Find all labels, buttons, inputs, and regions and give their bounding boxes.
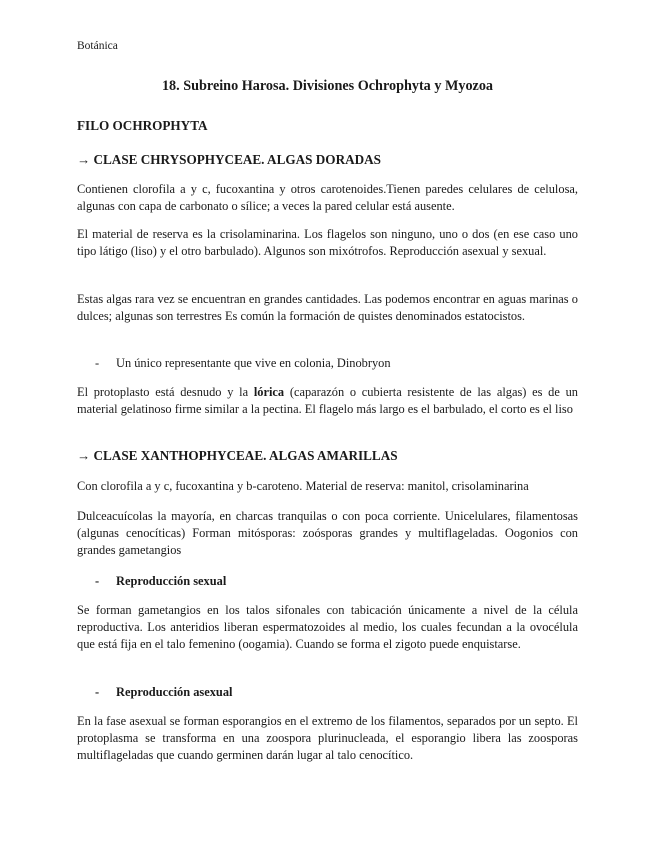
paragraph-text: El protoplasto está desnudo y la xyxy=(77,385,254,399)
paragraph-text: (caparazón o cubierta resistente de las algas) es de un material gelatinoso firme similar a la pectina. El flagelo más largo es el barbulado, el corto es el liso xyxy=(77,385,578,416)
xanthophyceae-paragraph-1: Con clorofila a y c, fucoxantina y b-caroteno. Material de reserva: manitol, crisolaminarina xyxy=(77,479,529,493)
sexual-reproduction-paragraph: Se forman gametangios en los talos sifonales con tabicación únicamente a nivel de la célula reproductiva. Los anteridios liberan espermatozoides al medio, los cuales fecundan a la ovocélula que está fija en el talo femenino (oogamia). Cuando se forma el zigoto puede enquistarse. xyxy=(77,603,578,651)
chrysophyceae-bullet xyxy=(95,355,391,372)
phylum-heading: FILO OCHROPHYTA xyxy=(77,118,208,133)
chapter-title: 18. Subreino Harosa. Divisiones Ochrophyta y Myozoa xyxy=(161,78,494,94)
bullet-dash: - xyxy=(95,356,100,370)
bullet-dash: - xyxy=(95,574,100,588)
running-header: Botánica xyxy=(77,40,118,52)
chrysophyceae-paragraph-4 xyxy=(77,384,578,418)
asexual-reproduction-heading xyxy=(95,684,232,701)
sexual-reproduction-heading xyxy=(95,573,226,590)
asexual-reproduction-paragraph: En la fase asexual se forman esporangios en el extremo de los filamentos, separados por un septo. El protoplasma se transforma en una zoospora plurinucleada, el esporangio libera las zoosporas multiflageladas que cuando germinen darán lugar al talo cenocítico. xyxy=(77,714,578,762)
lorica-term: lórica xyxy=(253,385,285,399)
bullet-text: Un único representante que vive en colonia, Dinobryon xyxy=(116,356,391,370)
bullet-dash: - xyxy=(95,685,100,699)
bullet-text: Reproducción sexual xyxy=(116,574,227,588)
xanthophyceae-heading: → CLASE XANTHOPHYCEAE. ALGAS AMARILLAS xyxy=(77,448,398,463)
bullet-text: Reproducción asexual xyxy=(116,685,233,699)
xanthophyceae-paragraph-2: Dulceacuícolas la mayoría, en charcas tranquilas o con poca corriente. Unicelulares, filamentosas (algunas cenocíticas) Forman mitósporas: zoósporas grandes y multiflageladas. Oogonios con grandes gametangios xyxy=(77,509,578,557)
chrysophyceae-paragraph-2: El material de reserva es la crisolaminarina. Los flagelos son ninguno, uno o dos (en ese caso uno tipo látigo (liso) y el otro barbulado). Algunos son mixótrofos. Reproducción asexual y sexual. xyxy=(77,227,578,258)
chrysophyceae-paragraph-1: Contienen clorofila a y c, fucoxantina y otros carotenoides.Tienen paredes celulares de celulosa, algunas con capa de carbonato o sílice; a veces la pared celular está ausente. xyxy=(77,182,578,213)
chrysophyceae-paragraph-3: Estas algas rara vez se encuentran en grandes cantidades. Las podemos encontrar en aguas marinas o dulces; algunas son terrestres Es común la formación de quistes denominados estatocistos. xyxy=(77,292,578,323)
chrysophyceae-heading: → CLASE CHRYSOPHYCEAE. ALGAS DORADAS xyxy=(77,152,381,167)
